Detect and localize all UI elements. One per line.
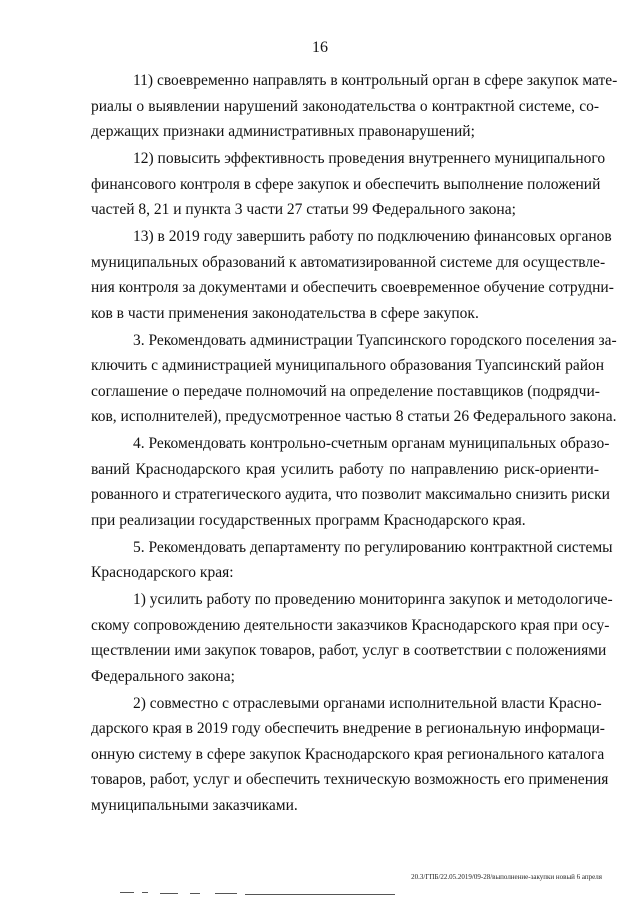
paragraph-line: муниципальными заказчиками. bbox=[91, 796, 298, 814]
paragraph-line: ществлении ими закупок товаров, работ, услуг в соответствии с положениями bbox=[91, 642, 607, 659]
paragraph-section-5-item-1 bbox=[91, 587, 613, 689]
scan-artifact-line bbox=[190, 893, 200, 894]
paragraph-line: 5. Рекомендовать департаменту по регулированию контрактной системы bbox=[133, 538, 613, 556]
paragraph-line: товаров, работ, услуг и обеспечить техническую возможность его применения bbox=[91, 771, 609, 788]
paragraph-line: ков в части применения законодательства в сфере закупок. bbox=[91, 304, 479, 322]
paragraph-line: ния контроля за документами и обеспечить своевременное обучение сотрудни- bbox=[91, 279, 614, 296]
scan-artifact-line bbox=[120, 892, 134, 893]
paragraph-line: 2) совместно с отраслевыми органами исполнительной власти Красно- bbox=[133, 694, 602, 712]
paragraph-line: рованного и стратегического аудита, что позволит максимально снизить риски bbox=[91, 486, 610, 503]
paragraph-item-13 bbox=[91, 224, 614, 326]
document-body bbox=[91, 68, 618, 818]
paragraph-line: соглашение о передаче полномочий на определение поставщиков (подрядчи- bbox=[91, 382, 600, 400]
paragraph-line: 4. Рекомендовать контрольно-счетным органам муниципальных образо- bbox=[133, 435, 610, 452]
paragraph-line: риалы о выявлении нарушений законодательства о контрактной системе, со- bbox=[91, 97, 599, 115]
paragraph-section-4 bbox=[91, 431, 610, 533]
paragraph-line: 12) повысить эффективность проведения внутреннего муниципального bbox=[133, 150, 606, 167]
paragraph-line: ключить с администрацией муниципального образования Туапсинский район bbox=[91, 357, 605, 374]
scan-artifact-line bbox=[245, 894, 395, 895]
paragraph-line: муниципальных образований к автоматизированной системе для осуществле- bbox=[91, 253, 606, 271]
paragraph-section-5 bbox=[91, 535, 613, 586]
paragraph-line: 3. Рекомендовать администрации Туапсинского городского поселения за- bbox=[133, 331, 617, 349]
paragraph-line: дарского края в 2019 году обеспечить внедрение в региональную информаци- bbox=[91, 720, 605, 737]
paragraph-line: 1) усилить работу по проведению мониторинга закупок и методологиче- bbox=[133, 591, 613, 608]
paragraph-line: ваний Краснодарского края усилить работу по направлению риск-ориенти- bbox=[91, 460, 599, 478]
paragraph-line: держащих признаки административных правонарушений; bbox=[91, 123, 475, 140]
scan-artifact-line bbox=[160, 893, 178, 894]
paragraph-line: частей 8, 21 и пункта 3 части 27 статьи 99 Федерального закона; bbox=[91, 201, 516, 218]
paragraph-line: 11) своевременно направлять в контрольный орган в сфере закупок мате- bbox=[133, 72, 618, 89]
paragraph-line: скому сопровождению деятельности заказчиков Краснодарского края при осу- bbox=[91, 616, 610, 634]
scan-artifact-line bbox=[215, 893, 237, 894]
page-number: 16 bbox=[312, 39, 328, 56]
paragraph-line: 13) в 2019 году завершить работу по подключению финансовых органов bbox=[133, 228, 612, 245]
paragraph-item-12 bbox=[91, 146, 606, 223]
scan-artifact-line bbox=[142, 892, 148, 893]
paragraph-line: онную систему в сфере закупок Краснодарского края регионального каталога bbox=[91, 745, 605, 763]
paragraph-section-3 bbox=[91, 328, 617, 430]
paragraph-line: при реализации государственных программ Краснодарского края. bbox=[91, 511, 526, 529]
paragraph-item-11 bbox=[91, 68, 618, 145]
footer-file-reference: 20.3/ГПБ/22.05.2019/09-28/выполнение-закупки новый 6 апреля bbox=[411, 873, 602, 881]
paragraph-line: ков, исполнителей), предусмотренное частью 8 статьи 26 Федерального закона. bbox=[91, 408, 617, 425]
paragraph-line: Краснодарского края: bbox=[91, 564, 234, 581]
paragraph-line: Федерального закона; bbox=[91, 667, 235, 685]
paragraph-section-5-item-2 bbox=[91, 691, 609, 819]
paragraph-line: финансового контроля в сфере закупок и обеспечить выполнение положений bbox=[91, 175, 601, 193]
